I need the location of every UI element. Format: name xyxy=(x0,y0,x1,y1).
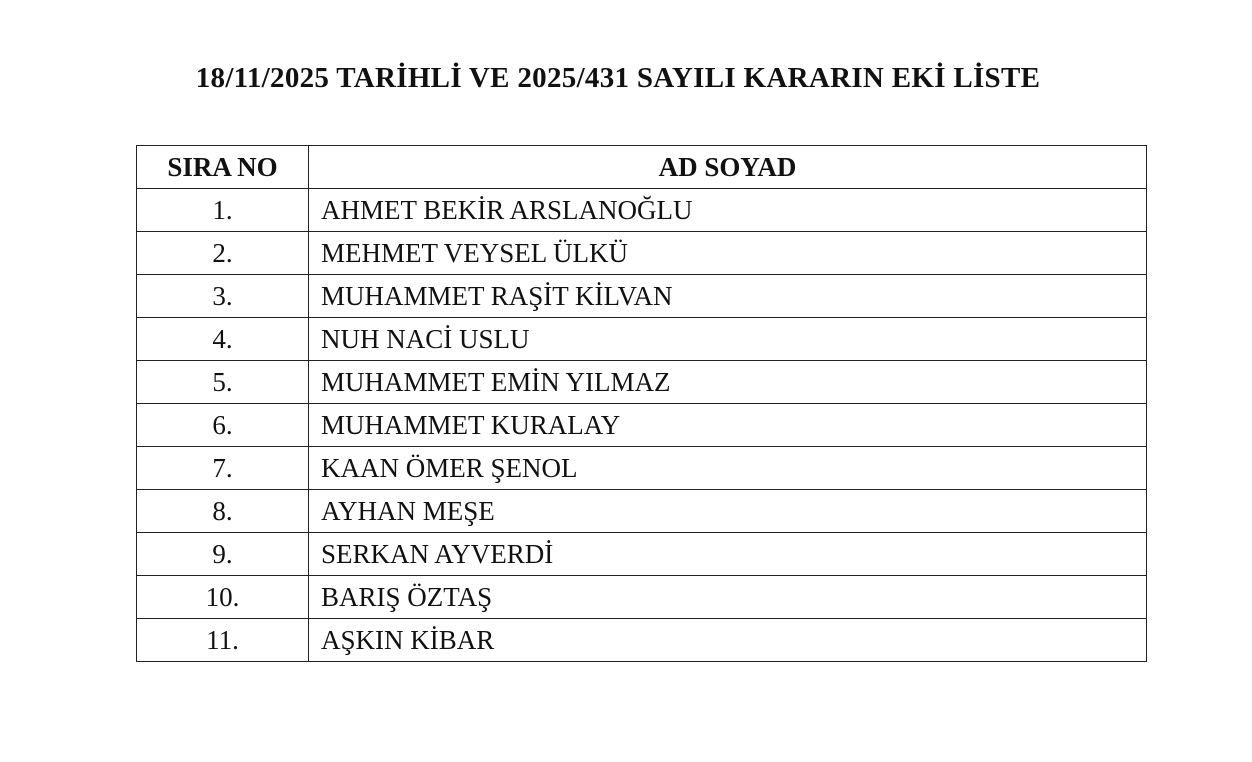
table-row xyxy=(137,447,1147,490)
table-row xyxy=(137,490,1147,533)
table-header-row xyxy=(137,146,1147,189)
row-name: AŞKIN KİBAR xyxy=(309,619,1147,662)
row-number: 5. xyxy=(137,361,309,404)
table-row xyxy=(137,232,1147,275)
row-number: 4. xyxy=(137,318,309,361)
table-row xyxy=(137,189,1147,232)
row-number: 9. xyxy=(137,533,309,576)
row-name: MUHAMMET KURALAY xyxy=(309,404,1147,447)
row-number: 10. xyxy=(137,576,309,619)
row-number: 11. xyxy=(137,619,309,662)
row-name: AYHAN MEŞE xyxy=(309,490,1147,533)
table-row xyxy=(137,533,1147,576)
row-number: 3. xyxy=(137,275,309,318)
row-name: BARIŞ ÖZTAŞ xyxy=(309,576,1147,619)
row-name: MUHAMMET RAŞİT KİLVAN xyxy=(309,275,1147,318)
row-name: MUHAMMET EMİN YILMAZ xyxy=(309,361,1147,404)
row-name: MEHMET VEYSEL ÜLKÜ xyxy=(309,232,1147,275)
table-row xyxy=(137,619,1147,662)
document-title: 18/11/2025 TARİHLİ VE 2025/431 SAYILI KARARIN EKİ LİSTE xyxy=(195,62,1041,94)
row-number: 6. xyxy=(137,404,309,447)
header-ad-soyad: AD SOYAD xyxy=(309,146,1147,189)
name-list-table xyxy=(136,145,1147,662)
row-number: 1. xyxy=(137,189,309,232)
header-sira-no: SIRA NO xyxy=(137,146,309,189)
table-row xyxy=(137,275,1147,318)
row-number: 7. xyxy=(137,447,309,490)
table-row xyxy=(137,404,1147,447)
table-row xyxy=(137,576,1147,619)
row-number: 2. xyxy=(137,232,309,275)
row-name: SERKAN AYVERDİ xyxy=(309,533,1147,576)
row-name: AHMET BEKİR ARSLANOĞLU xyxy=(309,189,1147,232)
table-row xyxy=(137,318,1147,361)
table-row xyxy=(137,361,1147,404)
row-name: NUH NACİ USLU xyxy=(309,318,1147,361)
row-name: KAAN ÖMER ŞENOL xyxy=(309,447,1147,490)
row-number: 8. xyxy=(137,490,309,533)
